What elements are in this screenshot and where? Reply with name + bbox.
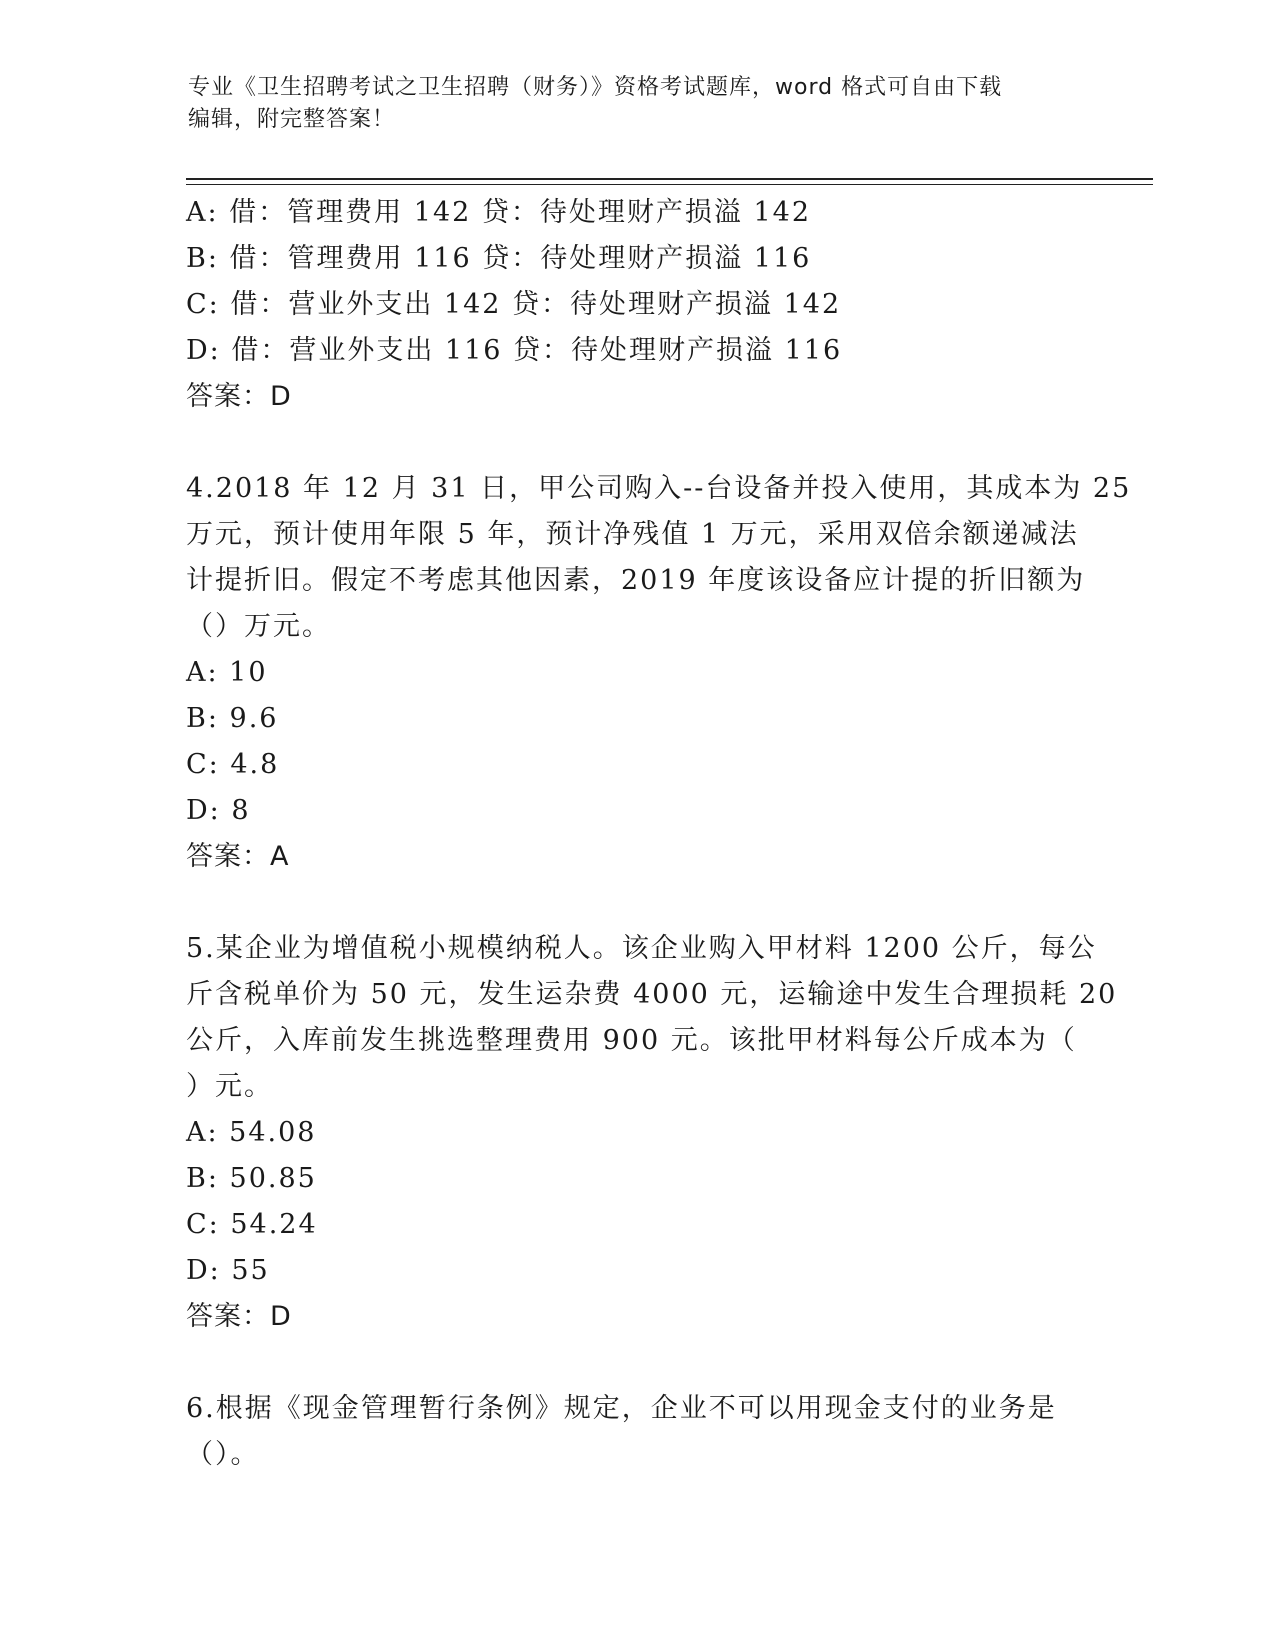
stem-line: （）万元。: [186, 611, 331, 642]
option-a: A: 借：管理费用 142 贷：待处理财产损溢 142: [186, 197, 811, 228]
option-c: C: 借：营业外支出 142 贷：待处理财产损溢 142: [186, 289, 842, 320]
question-stem: [186, 926, 1118, 1110]
question-6: [186, 1386, 1086, 1478]
answer: 答案：A: [186, 841, 290, 872]
question-4: [186, 466, 1132, 880]
page-header: [188, 72, 1088, 136]
question-3: [186, 190, 1086, 420]
option-b: B: 9.6: [186, 703, 279, 734]
option-c: C: 4.8: [186, 749, 280, 780]
spacer: [186, 880, 1086, 926]
spacer: [186, 1340, 1086, 1386]
option-d: D: 8: [186, 795, 251, 826]
answer: 答案：D: [186, 381, 292, 412]
option-a: A: 54.08: [186, 1117, 317, 1148]
option-b: B: 借：管理费用 116 贷：待处理财产损溢 116: [186, 243, 812, 274]
stem-line: 6.根据《现金管理暂行条例》规定，企业不可以用现金支付的业务是: [186, 1393, 1057, 1424]
option-d: D: 55: [186, 1255, 270, 1286]
stem-line: 4.2018 年 12 月 31 日，甲公司购入--台设备并投入使用，其成本为 25: [186, 473, 1132, 504]
stem-line: 斤含税单价为 50 元，发生运杂费 4000 元，运输途中发生合理损耗 20: [186, 979, 1118, 1010]
stem-line: 万元，预计使用年限 5 年，预计净残值 1 万元，采用双倍余额递减法: [186, 519, 1079, 550]
header-line-2: 编辑，附完整答案！: [188, 107, 396, 132]
answer: 答案：D: [186, 1301, 292, 1332]
option-d: D: 借：营业外支出 116 贷：待处理财产损溢 116: [186, 335, 843, 366]
stem-line: 公斤，入库前发生挑选整理费用 900 元。该批甲材料每公斤成本为（: [186, 1025, 1077, 1056]
question-stem: [186, 466, 1132, 650]
stem-line: （）。: [186, 1439, 260, 1470]
question-list: [186, 190, 1132, 1478]
option-b: B: 50.85: [186, 1163, 317, 1194]
question-stem: [186, 1386, 1086, 1478]
header-rule-thin: [186, 184, 1153, 185]
spacer: [186, 420, 1086, 466]
stem-line: ）元。: [186, 1071, 273, 1102]
header-line-1: 专业《卫生招聘考试之卫生招聘（财务）》资格考试题库，word 格式可自由下载: [188, 75, 1003, 100]
option-c: C: 54.24: [186, 1209, 318, 1240]
question-5: [186, 926, 1118, 1340]
stem-line: 5.某企业为增值税小规模纳税人。该企业购入甲材料 1200 公斤，每公: [186, 933, 1097, 964]
stem-line: 计提折旧。假定不考虑其他因素，2019 年度该设备应计提的折旧额为: [186, 565, 1086, 596]
option-a: A: 10: [186, 657, 268, 688]
header-rule-thick: [186, 178, 1153, 180]
